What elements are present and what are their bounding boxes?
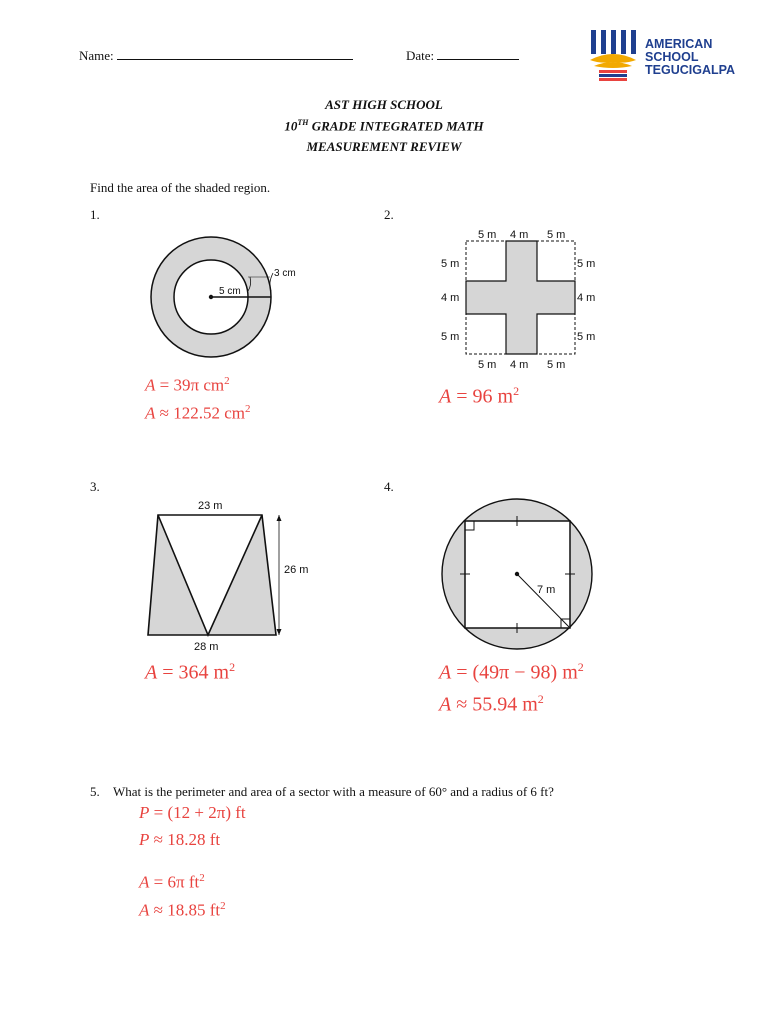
problem-4-number: 4. — [384, 479, 394, 494]
grade-rest: GRADE INTEGRATED MATH — [308, 118, 484, 134]
date-label: Date: — [406, 48, 435, 63]
label-bottom-base: 28 m — [194, 641, 219, 653]
label-height: 26 m — [284, 564, 309, 576]
name-blank-line[interactable] — [117, 47, 353, 60]
label-inner-radius: 5 cm — [219, 286, 241, 297]
answer-2: A = 96 $m^2$ — [439, 384, 520, 408]
problem-3-number: 3. — [90, 479, 100, 494]
date-field — [406, 47, 519, 64]
label-top-right: 5 m — [547, 229, 566, 241]
school-title: AST HIGH SCHOOL — [325, 97, 443, 112]
figure-1-annulus — [140, 225, 310, 365]
answer-4b: A ≈ 55.94 $m^2$ — [439, 692, 544, 716]
label-right-top: 5 m — [577, 258, 596, 270]
problem-1-number: 1. — [90, 207, 100, 222]
grade-suffix: TH — [297, 118, 309, 127]
school-logo — [588, 30, 748, 84]
answer-1a: A = 39π $cm^2$ — [145, 375, 230, 395]
label-top-left: 5 m — [478, 229, 497, 241]
figure-3-trapezoid — [140, 495, 330, 655]
label-bottom-right: 5 m — [547, 359, 566, 371]
label-left-top: 5 m — [441, 258, 460, 270]
question-5-number: 5. — [90, 784, 100, 799]
center-point — [209, 295, 213, 299]
review-title: MEASUREMENT REVIEW — [306, 139, 462, 154]
name-field — [79, 47, 353, 64]
label-top-mid: 4 m — [510, 229, 529, 241]
label-right-mid: 4 m — [577, 292, 596, 304]
answer-5-perimeter-exact: P = (12 + 2π) ft — [139, 803, 246, 822]
answer-5-perimeter-approx: P ≈ 18.28 ft — [139, 830, 221, 849]
logo-line-1: AMERICAN — [645, 37, 713, 51]
name-label: Name: — [79, 48, 114, 63]
logo-line-2: SCHOOL — [645, 50, 699, 64]
label-radius: 7 m — [537, 584, 556, 596]
figure-4-inscribed-square — [435, 490, 605, 655]
logo-line-3: TEGUCIGALPA — [645, 63, 736, 77]
answer-1b: A ≈ 122.52 $cm^2$ — [145, 403, 251, 423]
right-shaded-triangle — [208, 515, 276, 635]
course-title — [0, 118, 768, 134]
answer-3: A = 364 $m^2$ — [145, 660, 236, 684]
figure-2-cross — [430, 222, 615, 377]
center-point — [515, 572, 519, 576]
label-left-bottom: 5 m — [441, 331, 460, 343]
problem-2-number: 2. — [384, 207, 394, 222]
label-right-bottom: 5 m — [577, 331, 596, 343]
grade-number: 10 — [284, 118, 298, 134]
label-bottom-left: 5 m — [478, 359, 497, 371]
label-top-base: 23 m — [198, 500, 223, 512]
question-5-text: What is the perimeter and area of a sector with a measure of 60° and a radius of 6 ft? — [113, 784, 554, 799]
answer-4a: A = (49π − 98) $m^2$ — [439, 660, 584, 684]
answer-5-area-approx: A ≈ 18.85 $ft^2$ — [139, 900, 226, 920]
logo-text — [645, 38, 735, 77]
answer-5-area-exact: A = 6π $ft^2$ — [139, 872, 205, 892]
label-left-mid: 4 m — [441, 292, 460, 304]
eagle-shield-icon — [588, 30, 638, 84]
date-blank-line[interactable] — [437, 47, 519, 60]
label-bottom-mid: 4 m — [510, 359, 529, 371]
instructions: Find the area of the shaded region. — [90, 180, 271, 195]
label-ring-width: 3 cm — [274, 268, 296, 279]
cross-shaded-region — [466, 241, 575, 354]
